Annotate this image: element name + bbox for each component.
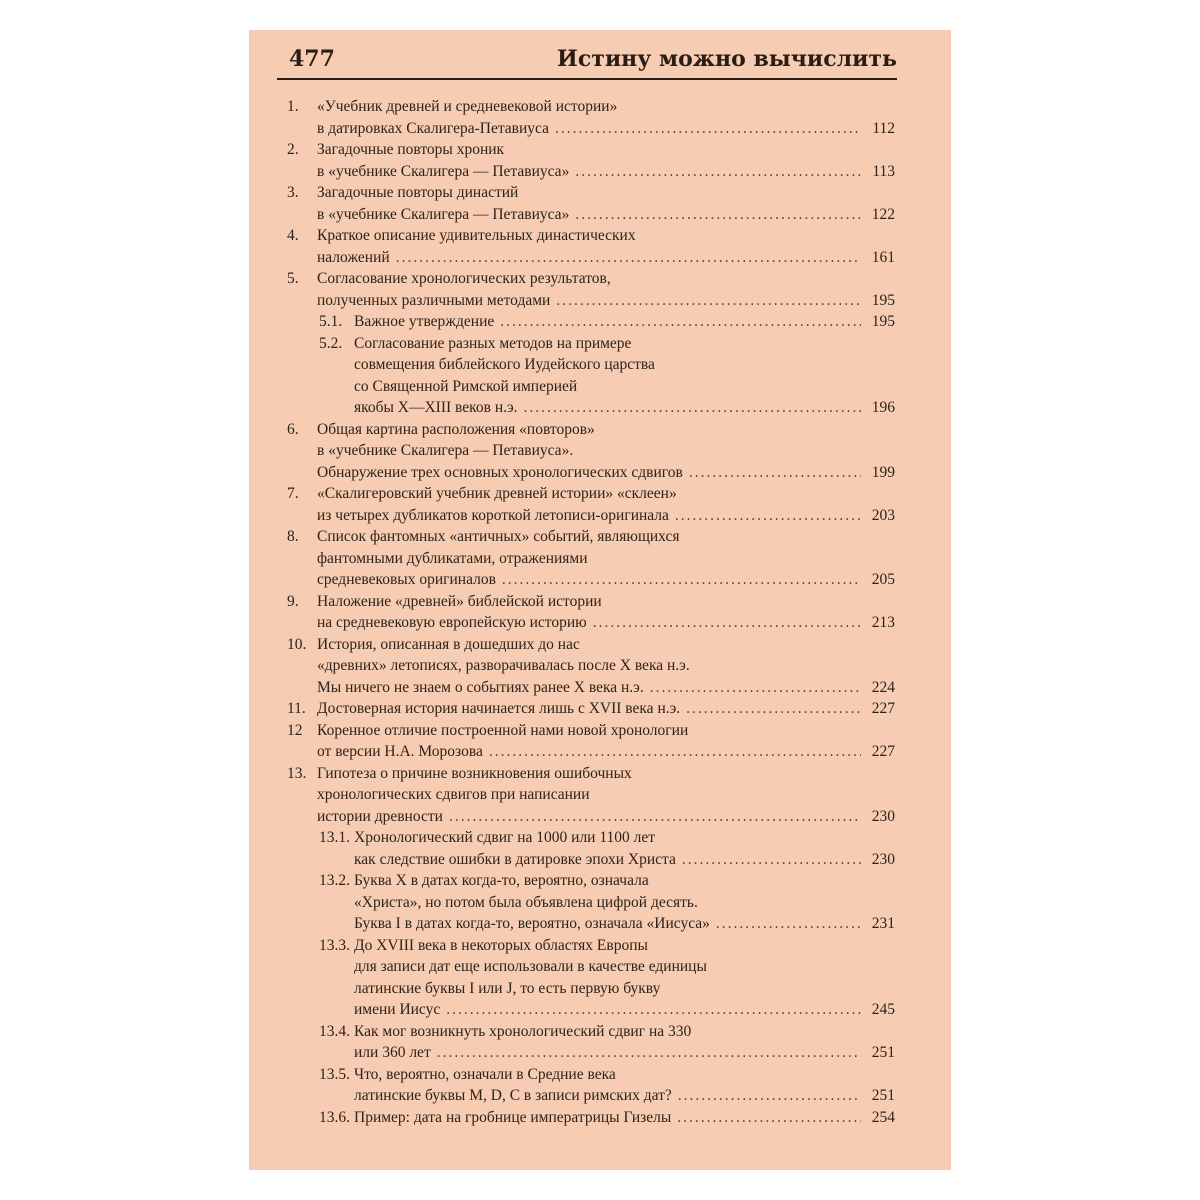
toc-page-number: 213 <box>871 614 895 631</box>
toc-subentry <box>287 935 895 1021</box>
toc-entry <box>287 225 895 268</box>
toc-line <box>287 827 895 849</box>
toc-line <box>287 634 895 656</box>
toc-entry <box>287 268 895 311</box>
toc-entry-number: 7. <box>287 485 299 502</box>
toc-line <box>287 376 895 398</box>
toc-leader-line <box>354 1085 895 1107</box>
toc-line <box>287 483 895 505</box>
toc-entry-text: из четырех дубликатов короткой летописи-оригинала <box>317 506 669 524</box>
toc-line <box>287 462 895 484</box>
toc-entry <box>287 182 895 225</box>
toc-entry-text: Как мог возникнуть хронологический сдвиг на 330 <box>354 1022 692 1040</box>
toc-entry-text: на средневековую европейскую историю <box>317 614 587 631</box>
toc-entry-text: латинские буквы M, D, C в записи римских дат? <box>354 1087 672 1104</box>
toc-entry-text: как следствие ошибки в датировке эпохи Христа <box>354 850 676 868</box>
toc-entry <box>287 526 895 591</box>
toc-line <box>287 612 895 634</box>
toc-page-number: 251 <box>871 1044 895 1061</box>
toc-entry-text: Пример: дата на гробнице императрицы Гизелы <box>354 1108 672 1126</box>
toc-entry-text: полученных различными методами <box>317 291 551 309</box>
toc-line <box>287 655 895 677</box>
toc-line <box>287 139 895 161</box>
toc-entry-text: латинские буквы I или J, то есть первую букву <box>354 979 661 997</box>
toc-entry <box>287 483 895 526</box>
toc-entry-text: в датировках Скалигера-Петавиуса <box>317 119 549 137</box>
toc-entry-text: «Скалигеровский учебник древней истории» «склеен» <box>317 485 677 502</box>
toc-line <box>287 784 895 806</box>
toc-line <box>287 440 895 462</box>
toc-line <box>287 741 895 763</box>
toc-page-number: 196 <box>871 399 895 416</box>
toc-entry-number: 5. <box>287 270 299 287</box>
toc-entry-text: Загадочные повторы хроник <box>317 141 505 158</box>
toc-line <box>287 999 895 1021</box>
toc-page-number: 203 <box>871 506 895 524</box>
toc-leader-line <box>354 397 895 419</box>
toc-entry-text: История, описанная в дошедших до нас <box>317 635 580 653</box>
toc-leader-line <box>317 612 895 634</box>
toc-entry-text: Согласование разных методов на примере <box>354 334 632 352</box>
toc-line <box>287 677 895 699</box>
toc-leader-line <box>354 999 895 1021</box>
toc-entry-text: Наложение «древней» библейской истории <box>317 592 602 610</box>
dot-leader <box>677 1107 861 1129</box>
toc-entry-number: 13.5. <box>319 1065 350 1083</box>
toc-entry <box>287 96 895 139</box>
toc-entry-number: 6. <box>287 420 299 438</box>
header-rule <box>277 78 897 80</box>
toc-entry-text: или 360 лет <box>354 1044 431 1061</box>
toc-page-number: 230 <box>871 807 895 825</box>
toc-subentry <box>287 1064 895 1107</box>
toc-entry-number: 11. <box>287 700 306 717</box>
toc-entry-number: 3. <box>287 184 299 201</box>
toc-page-number: 122 <box>871 205 895 223</box>
toc-entry-number: 12 <box>287 721 303 739</box>
toc-entry <box>287 139 895 182</box>
toc-page-number: 254 <box>871 1108 895 1126</box>
toc-line <box>287 204 895 226</box>
toc-page-number: 230 <box>871 850 895 868</box>
toc-line <box>287 849 895 871</box>
dot-leader <box>524 397 861 419</box>
toc-entry-text: Буква I в датах когда-то, вероятно, означала «Иисуса» <box>354 915 710 932</box>
dot-leader <box>489 741 861 763</box>
toc-entry-number: 9. <box>287 592 299 610</box>
dot-leader <box>500 311 861 333</box>
toc-page-number: 205 <box>871 571 895 588</box>
toc-line <box>287 526 895 548</box>
toc-entry-number: 13. <box>287 764 307 782</box>
toc-leader-line <box>317 118 895 140</box>
toc-entry <box>287 763 895 828</box>
toc-leader-line <box>317 505 895 527</box>
toc-leader-line <box>354 1107 895 1129</box>
toc-line <box>287 1085 895 1107</box>
toc-entry-number: 13.2. <box>319 872 350 889</box>
toc-leader-line <box>317 569 895 591</box>
toc-line <box>287 569 895 591</box>
toc-line <box>287 182 895 204</box>
dot-leader <box>396 247 861 269</box>
toc-leader-line <box>317 247 895 269</box>
dot-leader <box>437 1042 861 1064</box>
toc-line <box>287 913 895 935</box>
toc-entry-number: 10. <box>287 635 307 653</box>
toc-entry-text: Достоверная история начинается лишь с XVII века н.э. <box>317 700 681 717</box>
dot-leader <box>678 1085 861 1107</box>
toc-line <box>287 591 895 613</box>
toc-leader-line <box>317 677 895 699</box>
toc-page-number: 113 <box>872 162 895 180</box>
toc-line <box>287 956 895 978</box>
toc-line <box>287 698 895 720</box>
running-title: Истину можно вычислить <box>557 46 897 72</box>
toc-line <box>287 870 895 892</box>
toc-line <box>287 935 895 957</box>
toc-entry-number: 13.6. <box>319 1108 350 1126</box>
toc-subentry <box>287 827 895 870</box>
toc-page-number: 195 <box>871 291 895 309</box>
toc-page-number: 161 <box>871 248 895 266</box>
toc-line <box>287 290 895 312</box>
toc-leader-line <box>317 204 895 226</box>
toc-leader-line <box>354 849 895 871</box>
toc-entry <box>287 634 895 699</box>
toc-entry-text: Гипотеза о причине возникновения ошибочных <box>317 764 632 782</box>
table-of-contents <box>287 96 895 1128</box>
toc-leader-line <box>317 462 895 484</box>
toc-entry-text: хронологических сдвигов при написании <box>317 786 590 803</box>
toc-line <box>287 161 895 183</box>
toc-line <box>287 397 895 419</box>
toc-leader-line <box>317 698 895 720</box>
toc-line <box>287 1064 895 1086</box>
toc-page-number: 245 <box>871 1001 895 1018</box>
toc-entry-text: якобы X—XIII веков н.э. <box>354 399 518 416</box>
toc-entry-number: 13.4. <box>319 1022 350 1040</box>
toc-entry-text: Краткое описание удивительных династических <box>317 227 636 244</box>
toc-line <box>287 978 895 1000</box>
toc-line <box>287 225 895 247</box>
dot-leader <box>716 913 861 935</box>
dot-leader <box>446 999 861 1021</box>
toc-entry-text: Список фантомных «античных» событий, являющихся <box>317 528 680 545</box>
toc-entry <box>287 698 895 720</box>
toc-entry-text: Буква X в датах когда-то, вероятно, означала <box>354 872 649 889</box>
toc-entry-text: Важное утверждение <box>354 313 495 330</box>
toc-entry-number: 5.2. <box>319 334 343 352</box>
dot-leader <box>650 677 861 699</box>
toc-leader-line <box>317 741 895 763</box>
toc-entry-text: «Учебник древней и средневековой истории» <box>317 98 618 115</box>
dot-leader <box>593 612 861 634</box>
toc-entry-text: наложений <box>317 248 390 266</box>
toc-entry-text: «Христа», но потом была объявлена цифрой десять. <box>354 893 698 911</box>
toc-page-number: 251 <box>871 1087 895 1104</box>
toc-entry <box>287 591 895 634</box>
toc-line <box>287 268 895 290</box>
page-header <box>289 44 897 80</box>
dot-leader <box>502 569 861 591</box>
toc-entry-text: Согласование хронологических результатов, <box>317 270 611 287</box>
toc-page-number: 227 <box>871 743 895 760</box>
toc-entry-text: от версии Н.А. Морозова <box>317 743 483 760</box>
toc-line <box>287 1042 895 1064</box>
toc-entry-text: истории древности <box>317 807 443 825</box>
toc-entry-number: 13.3. <box>319 936 350 954</box>
toc-leader-line <box>354 311 895 333</box>
toc-line <box>287 892 895 914</box>
dot-leader <box>682 849 861 871</box>
toc-entry-number: 4. <box>287 227 299 244</box>
toc-line <box>287 354 895 376</box>
toc-entry-text: совмещения библейского Иудейского царства <box>354 356 655 373</box>
toc-subentry <box>287 311 895 333</box>
toc-entry-text: средневековых оригиналов <box>317 571 496 588</box>
dot-leader <box>686 698 861 720</box>
toc-line <box>287 720 895 742</box>
dot-leader <box>575 161 861 183</box>
toc-entry-text: фантомными дубликатами, отражениями <box>317 549 588 567</box>
dot-leader <box>556 290 861 312</box>
toc-entry-text: в «учебнике Скалигера — Петавиуса» <box>317 162 570 180</box>
toc-entry-number: 8. <box>287 528 299 545</box>
toc-line <box>287 419 895 441</box>
toc-subentry <box>287 333 895 419</box>
toc-entry-text: Общая картина расположения «повторов» <box>317 420 595 438</box>
toc-entry-text: Обнаружение трех основных хронологических сдвигов <box>317 463 683 481</box>
toc-leader-line <box>317 290 895 312</box>
toc-entry <box>287 720 895 763</box>
toc-line <box>287 247 895 269</box>
dot-leader <box>555 118 861 140</box>
toc-line <box>287 548 895 570</box>
toc-entry-number: 13.1. <box>319 829 350 846</box>
toc-subentry <box>287 1021 895 1064</box>
toc-line <box>287 1107 895 1129</box>
toc-entry-text: До XVIII века в некоторых областях Европы <box>354 936 648 954</box>
book-page <box>249 30 951 1170</box>
toc-leader-line <box>354 913 895 935</box>
toc-line <box>287 118 895 140</box>
toc-entry-text: в «учебнике Скалигера — Петавиуса» <box>317 205 570 223</box>
toc-line <box>287 311 895 333</box>
toc-entry-number: 1. <box>287 98 299 115</box>
toc-page-number: 112 <box>872 119 895 137</box>
toc-entry-text: со Священной Римской империей <box>354 377 578 395</box>
toc-entry-text: Что, вероятно, означали в Средние века <box>354 1065 616 1083</box>
toc-leader-line <box>354 1042 895 1064</box>
toc-entry <box>287 419 895 484</box>
toc-entry-text: для записи дат еще использовали в качестве единицы <box>354 958 707 975</box>
toc-line <box>287 333 895 355</box>
toc-page-number: 231 <box>871 915 895 932</box>
toc-line <box>287 96 895 118</box>
toc-line <box>287 763 895 785</box>
toc-entry-text: Хронологический сдвиг на 1000 или 1100 лет <box>354 829 656 846</box>
toc-entry-text: Коренное отличие построенной нами новой хронологии <box>317 721 689 739</box>
toc-entry-text: Мы ничего не знаем о событиях ранее X века н.э. <box>317 678 644 696</box>
page-number: 477 <box>289 46 335 72</box>
toc-line <box>287 505 895 527</box>
toc-leader-line <box>317 806 895 828</box>
toc-line <box>287 1021 895 1043</box>
toc-entry-number: 2. <box>287 141 299 158</box>
dot-leader <box>449 806 861 828</box>
toc-entry-text: имени Иисус <box>354 1001 441 1018</box>
toc-page-number: 199 <box>871 463 895 481</box>
toc-entry-text: Загадочные повторы династий <box>317 184 519 201</box>
toc-entry-number: 5.1. <box>319 313 343 330</box>
dot-leader <box>575 204 861 226</box>
toc-line <box>287 806 895 828</box>
toc-leader-line <box>317 161 895 183</box>
toc-subentry <box>287 870 895 935</box>
toc-entry-text: «древних» летописях, разворачивалась после X века н.э. <box>317 657 690 674</box>
toc-page-number: 227 <box>871 700 895 717</box>
toc-page-number: 224 <box>871 678 895 696</box>
dot-leader <box>689 462 861 484</box>
toc-subentry <box>287 1107 895 1129</box>
toc-page-number: 195 <box>871 313 895 330</box>
dot-leader <box>675 505 861 527</box>
toc-entry-text: в «учебнике Скалигера — Петавиуса». <box>317 442 574 459</box>
